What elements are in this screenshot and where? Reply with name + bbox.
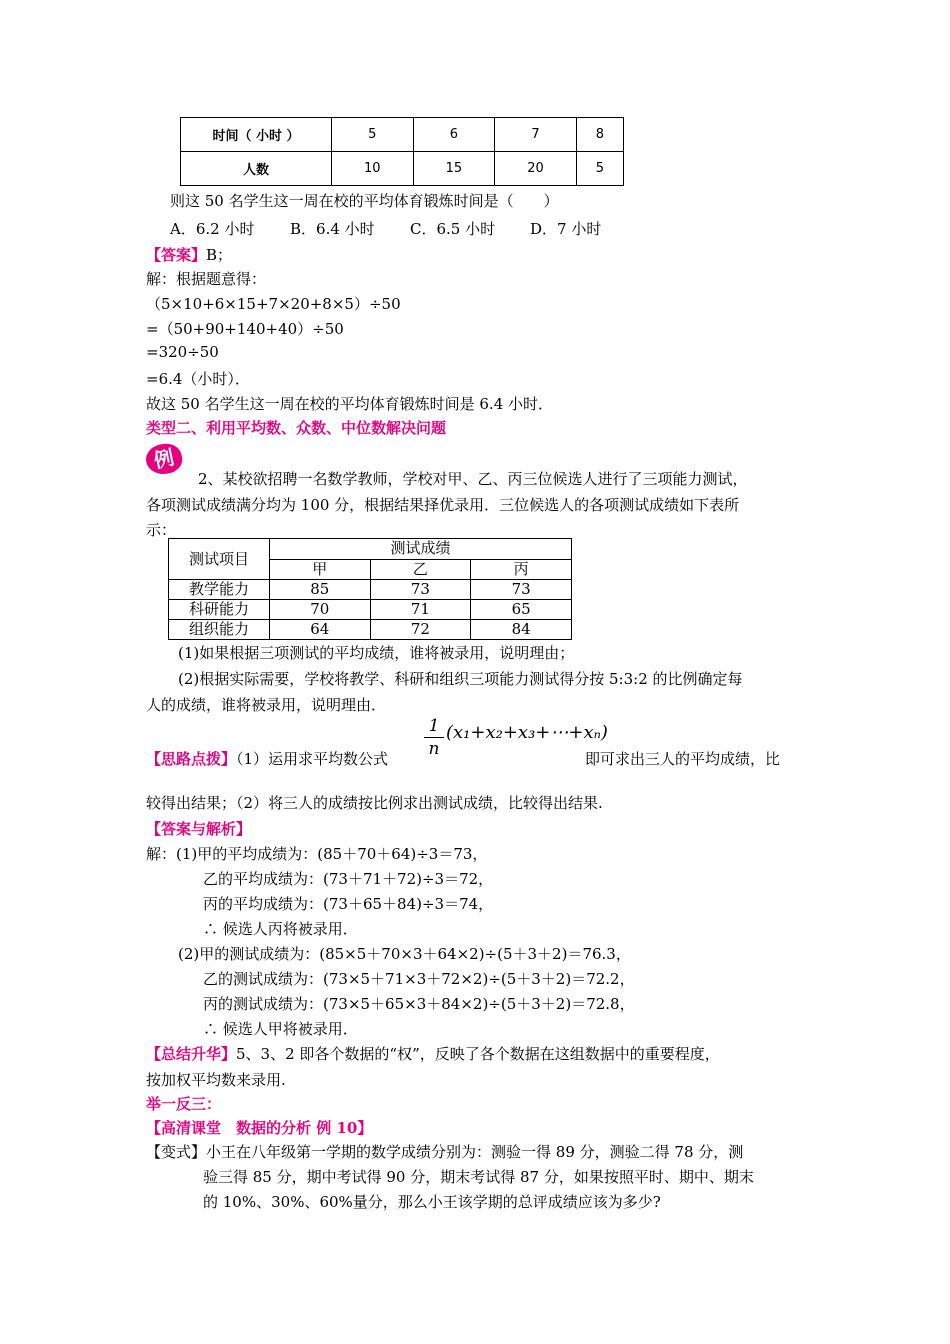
time-count-table (180, 117, 624, 186)
table-row (181, 152, 624, 186)
question-part: 人的成绩，谁将被录用，说明理由． (146, 696, 387, 714)
variant-text: 验三得 85 分，期中考试得 90 分，期末考试得 87 分，如果按照平时、期中、期末 (203, 1168, 754, 1186)
solution-line: =（50+90+140+40）÷50 (146, 320, 344, 338)
solution-line: （5×10+6×15+7×20+8×5）÷50 (146, 295, 401, 313)
table-row (169, 539, 572, 560)
table-cell: 65 (471, 600, 572, 620)
question-stem: 则这 50 名学生这一周在校的平均体育锻炼时间是（ ） (170, 192, 559, 210)
variant-line (146, 1141, 743, 1162)
table-row (181, 118, 624, 152)
question-part: (1)如果根据三项测试的平均成绩，谁将被录用，说明理由； (178, 644, 575, 662)
question-part: (2)根据实际需要，学校将教学、科研和组织三项能力测试得分按 5:3:2 的比例确定每 (178, 670, 743, 688)
answer-value: B； (206, 246, 233, 264)
table-row (169, 580, 572, 600)
section-heading: 类型二、利用平均数、众数、中位数解决问题 (146, 419, 447, 437)
table-header-cell: 乙 (370, 559, 471, 580)
table-cell: 85 (270, 580, 371, 600)
option-d: D．7 小时 (530, 220, 602, 238)
table-cell: 7 (495, 118, 577, 152)
table-cell: 6 (413, 118, 495, 152)
analysis-line: 乙的测试成绩为：(73×5＋71×3＋72×2)÷(5＋3＋2)＝72.2， (203, 970, 635, 988)
solution-line: =320÷50 (146, 343, 219, 361)
table-row (169, 620, 572, 640)
course-tag: 【高清课堂 数据的分析 例 10】 (146, 1119, 373, 1137)
table-cell: 组织能力 (169, 620, 270, 640)
table-cell: 73 (471, 580, 572, 600)
table-cell: 时间（ 小时 ） (181, 118, 332, 152)
practice-heading: 举一反三： (146, 1095, 222, 1113)
table-cell: 5 (332, 118, 414, 152)
answer-line (146, 244, 232, 265)
table-cell: 71 (370, 600, 471, 620)
table-cell: 73 (370, 580, 471, 600)
score-table (168, 538, 572, 640)
table-cell: 科研能力 (169, 600, 270, 620)
summary-text: 5、3、2 即各个数据的“权”，反映了各个数据在这组数据中的重要程度， (236, 1045, 720, 1063)
analysis-line: 乙的平均成绩为：(73＋71＋72)÷3＝72， (203, 870, 494, 888)
summary-text: 按加权平均数来录用. (146, 1071, 286, 1089)
table-cell: 70 (270, 600, 371, 620)
table-cell: 72 (370, 620, 471, 640)
table-cell: 10 (332, 152, 414, 186)
solution-line: 故这 50 名学生这一周在校的平均体育锻炼时间是 6.4 小时． (146, 395, 554, 413)
variant-text: 的 10%、30%、60%量分，那么小王该学期的总评成绩应该为多少? (203, 1193, 661, 1211)
table-cell: 教学能力 (169, 580, 270, 600)
table-cell: 15 (413, 152, 495, 186)
table-header-cell: 测试项目 (169, 539, 270, 580)
hint-line (146, 748, 388, 769)
analysis-tag: 【答案与解析】 (146, 820, 252, 838)
analysis-line: 解：(1)甲的平均成绩为：(85＋70＋64)÷3＝73， (146, 845, 488, 863)
summary-line (146, 1043, 720, 1064)
analysis-line: 丙的平均成绩为：(73＋65＋84)÷3＝74， (203, 895, 494, 913)
table-cell: 20 (495, 152, 577, 186)
mean-formula-fraction (424, 715, 444, 760)
solution-line: 解：根据题意得： (146, 270, 267, 288)
question-text: 示： (146, 521, 177, 539)
analysis-line: ∴ 候选人甲将被录用． (203, 1020, 358, 1038)
table-header-cell: 丙 (471, 559, 572, 580)
table-cell: 5 (576, 152, 623, 186)
hint-text: （1）运用求平均数公式 (236, 750, 389, 768)
hint-tag: 【思路点拨】 (146, 750, 237, 768)
table-header-cell: 甲 (270, 559, 371, 580)
table-cell: 84 (471, 620, 572, 640)
table-cell: 人数 (181, 152, 332, 186)
hint-text: 即可求出三人的平均成绩，比 (585, 750, 781, 768)
mean-formula-body: (x₁+x₂+x₃+⋯+xₙ) (446, 722, 608, 743)
fraction-denominator: n (428, 739, 440, 759)
solution-line: =6.4（小时）． (146, 370, 250, 388)
summary-tag: 【总结升华】 (146, 1045, 237, 1063)
answer-tag: 【答案】 (146, 246, 207, 264)
table-cell: 8 (576, 118, 623, 152)
question-text: 2、某校欲招聘一名数学教师，学校对甲、乙、丙三位候选人进行了三项能力测试， (198, 470, 748, 488)
option-b: B．6.4 小时 (290, 220, 375, 238)
option-a: A．6.2 小时 (170, 220, 255, 238)
variant-tag: 【变式】 (146, 1143, 207, 1161)
variant-text: 小王在八年级第一学期的数学成绩分别为：测验一得 89 分，测验二得 78 分，测 (206, 1143, 744, 1161)
analysis-line: ∴ 候选人丙将被录用． (203, 920, 358, 938)
analysis-line: (2)甲的测试成绩为：(85×5＋70×3＋64×2)÷(5＋3＋2)＝76.3， (178, 945, 631, 963)
table-cell: 64 (270, 620, 371, 640)
table-row (169, 600, 572, 620)
hint-text: 较得出结果；（2）将三人的成绩按比例求出测试成绩，比较得出结果. (146, 794, 603, 812)
analysis-line: 丙的测试成绩为：(73×5＋65×3＋84×2)÷(5＋3＋2)＝72.8， (203, 995, 635, 1013)
question-text: 各项测试成绩满分均为 100 分，根据结果择优录用．三位候选人的各项测试成绩如下表所 (146, 496, 740, 514)
fraction-numerator: 1 (424, 715, 444, 738)
example-badge: 例 (143, 441, 184, 478)
option-c: C．6.5 小时 (410, 220, 496, 238)
table-header-cell: 测试成绩 (270, 539, 572, 560)
